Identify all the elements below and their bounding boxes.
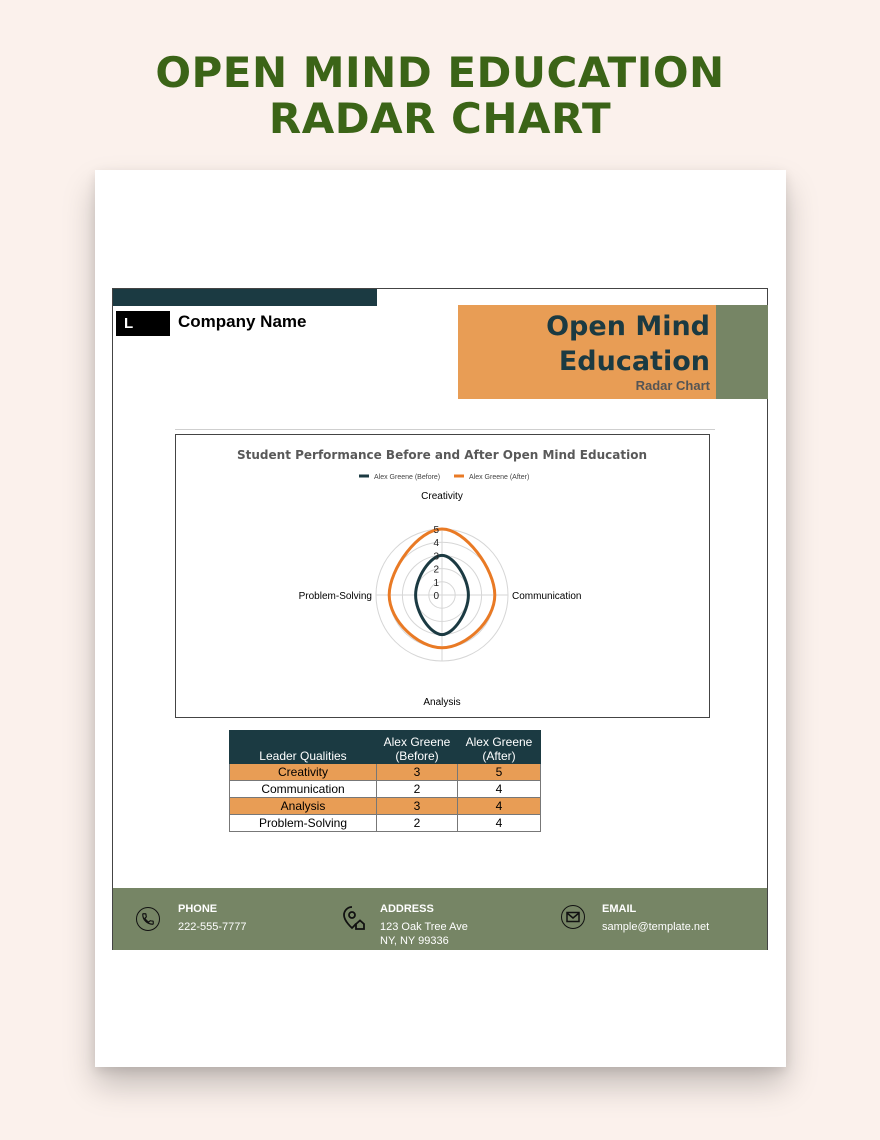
email-icon bbox=[561, 905, 585, 929]
radar-chart bbox=[176, 435, 709, 717]
table-cell: 4 bbox=[458, 798, 541, 815]
table-row bbox=[230, 764, 541, 781]
page-title bbox=[0, 50, 880, 142]
header-divider bbox=[175, 429, 715, 430]
radial-tick-label: 3 bbox=[433, 551, 439, 563]
category-label: Creativity bbox=[421, 491, 463, 502]
table-header-cell: Alex Greene (After) bbox=[458, 731, 541, 764]
radial-tick-label: 0 bbox=[433, 591, 439, 602]
top-accent-bar bbox=[113, 289, 377, 306]
email-label: EMAIL bbox=[602, 903, 637, 915]
data-table bbox=[229, 730, 541, 832]
phone-value[interactable]: 222-555-7777 bbox=[178, 921, 247, 933]
chart-title: Student Performance Before and After Open Mind Education bbox=[237, 448, 647, 462]
doc-subtitle: Radar Chart bbox=[635, 378, 710, 393]
table-cell: Analysis bbox=[230, 798, 377, 815]
doc-title-line2: Education bbox=[558, 346, 710, 377]
table-cell: 5 bbox=[458, 764, 541, 781]
table-cell: Problem-Solving bbox=[230, 815, 377, 832]
phone-icon bbox=[136, 907, 160, 931]
table-cell: 4 bbox=[458, 815, 541, 832]
email-value[interactable]: sample@template.net bbox=[602, 921, 710, 933]
table-row bbox=[230, 798, 541, 815]
title-panel bbox=[458, 305, 716, 399]
address-label: ADDRESS bbox=[380, 903, 434, 915]
table-header-cell: Leader Qualities bbox=[230, 731, 377, 764]
company-logo: L bbox=[116, 311, 170, 336]
table-cell: 2 bbox=[377, 815, 458, 832]
page-title-line2: RADAR CHART bbox=[268, 94, 612, 143]
address-line1: 123 Oak Tree Ave bbox=[380, 921, 468, 933]
radial-tick-label: 2 bbox=[433, 564, 439, 576]
category-label: Problem-Solving bbox=[298, 591, 372, 602]
page-title-line1: OPEN MIND EDUCATION bbox=[155, 48, 725, 97]
radial-tick-label: 1 bbox=[433, 577, 439, 589]
address-line2: NY, NY 99336 bbox=[380, 935, 449, 947]
table-header-row bbox=[230, 731, 541, 764]
table-cell: 3 bbox=[377, 764, 458, 781]
document bbox=[112, 288, 768, 950]
legend-label: Alex Greene (Before) bbox=[374, 474, 441, 481]
company-name: Company Name bbox=[178, 312, 307, 331]
category-label: Communication bbox=[512, 591, 582, 602]
radar-grid bbox=[376, 529, 508, 661]
phone-label: PHONE bbox=[178, 903, 218, 915]
doc-title-line1: Open Mind bbox=[546, 311, 710, 342]
table-cell: Creativity bbox=[230, 764, 377, 781]
radar-chart-container bbox=[175, 434, 710, 718]
location-icon bbox=[341, 905, 367, 931]
legend-label: Alex Greene (After) bbox=[469, 474, 530, 481]
table-row bbox=[230, 781, 541, 798]
table-header-cell: Alex Greene (Before) bbox=[377, 731, 458, 764]
contact-footer bbox=[113, 888, 767, 950]
radar-axis-labels bbox=[299, 491, 582, 708]
radial-tick-label: 4 bbox=[433, 538, 439, 550]
table-cell: 4 bbox=[458, 781, 541, 798]
table-cell: 2 bbox=[377, 781, 458, 798]
table-row bbox=[230, 815, 541, 832]
category-label: Analysis bbox=[423, 697, 461, 708]
chart-legend bbox=[359, 474, 529, 481]
green-accent-block bbox=[716, 305, 768, 399]
table-cell: 3 bbox=[377, 798, 458, 815]
radial-tick-label: 5 bbox=[433, 525, 439, 536]
table-cell: Communication bbox=[230, 781, 377, 798]
